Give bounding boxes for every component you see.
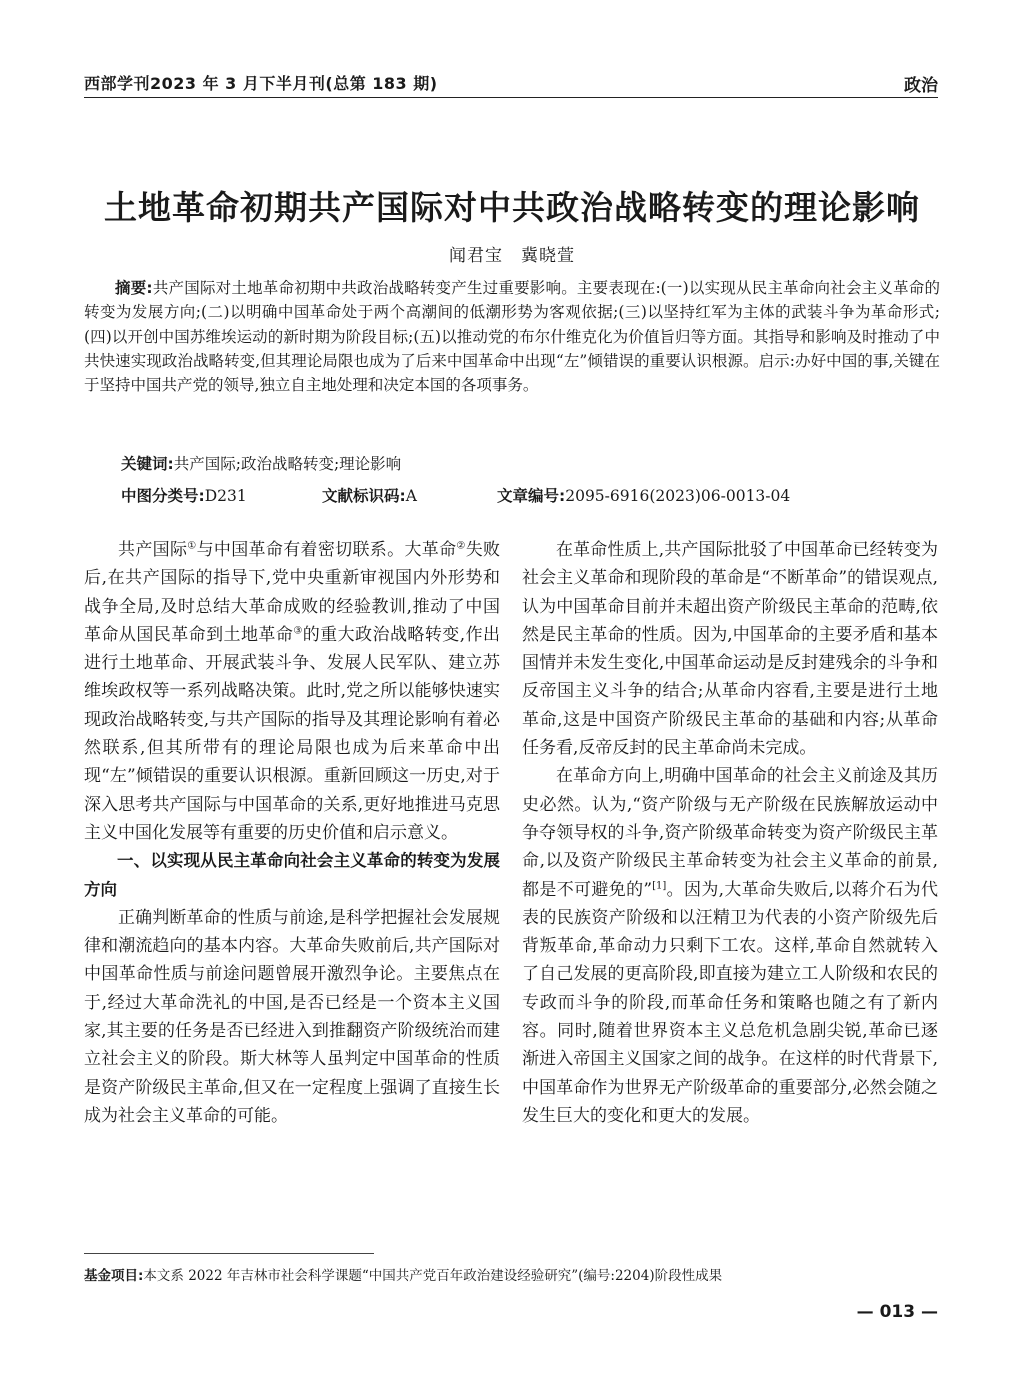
body-paragraph: 在革命性质上,共产国际批驳了中国革命已经转变为社会主义革命和现阶段的革命是“不断革命”的错误观点,认为中国革命目前并未超出资产阶级民主革命的范畴,依然是民主革命的性质。因为,中国革命的主要矛盾和基本国情并未发生变化,中国革命运动是反封建残余的斗争和反帝国主义斗争的结合;从革命内容看,主要是进行土地革命,这是中国资产阶级民主革命的基础和内容;从革命任务看,反帝反封的民主革命尚未完成。 [522, 540, 938, 759]
classification-number: 中图分类号:D231 [121, 487, 247, 505]
left-column [84, 536, 500, 1130]
keywords: 关键词:共产国际;政治战略转变;理论影响 [121, 455, 402, 473]
body-paragraph: 在革命方向上,明确中国革命的社会主义前途及其历史必然。认为,“资产阶级与无产阶级在民族解放运动中争夺领导权的斗争,资产阶级革命转变为资产阶级民主革命,以及资产阶级民主革命转变为社会主义革命的前景,都是不可避免的”[1]。因为,大革命失败后,以蒋介石为代表的民族资产阶级和以汪精卫为代表的小资产阶级先后背叛革命,革命动力只剩下工农。这样,革命自然就转入了自己发展的更高阶段,即直接为建立工人阶级和农民的专政而斗争的阶段,而革命任务和策略也随之有了新内容。同时,随着世界资本主义总危机急剧尖锐,革命已逐渐进入帝国主义国家之间的战争。在这样的时代背景下,中国革命作为世界无产阶级革命的重要部分,必然会随之发生巨大的变化和更大的发展。 [522, 766, 938, 1126]
citation-ref-1: [1] [652, 879, 667, 891]
abstract-text: 共产国际对土地革命初期中共政治战略转变产生过重要影响。主要表现在:(一)以实现从民主革命向社会主义革命的转变为发展方向;(二)以明确中国革命处于两个高潮间的低潮形势为客观依据;(三)以坚持红军为主体的武装斗争为革命形式;(四)以开创中国苏维埃运动的新时期为阶段目标;(五)以推动党的布尔什维克化为价值旨归等方面。其指导和影响及时推动了中共快速实现政治战略转变,但其理论局限也成为了后来中国革命中出现“左”倾错误的重要认识根源。启示:办好中国的事,关键在于坚持中国共产党的领导,独立自主地处理和决定本国的各项事务。 [84, 279, 940, 395]
abstract: 摘要:共产国际对土地革命初期中共政治战略转变产生过重要影响。主要表现在:(一)以实现从民主革命向社会主义革命的转变为发展方向;(二)以明确中国革命处于两个高潮间的低潮形势为客观依据;(三)以坚持红军为主体的武装斗争为革命形式;(四)以开创中国苏维埃运动的新时期为阶段目标;(五)以推动党的布尔什维克化为价值旨归等方面。其指导和影响及时推动了中共快速实现政治战略转变,但其理论局限也成为了后来中国革命中出现“左”倾错误的重要认识根源。启示:办好中国的事,关键在于坚持中国共产党的领导,独立自主地处理和决定本国的各项事务。 [84, 279, 940, 395]
section-label: 政治 [904, 76, 938, 96]
section-heading-1: 一、以实现从民主革命向社会主义革命的转变为发展方向 [84, 851, 500, 899]
intro-paragraph: 共产国际①与中国革命有着密切联系。大革命②失败后,在共产国际的指导下,党中央重新审视国内外形势和战争全局,及时总结大革命成败的经验教训,推动了中国革命从国民革命到土地革命③的重大政治战略转变,作出进行土地革命、开展武装斗争、发展人民军队、建立苏维埃政权等一系列战略决策。此时,党之所以能够快速实现政治战略转变,与共产国际的指导及其理论影响有着必然联系,但其所带有的理论局限也成为后来革命中出现“左”倾错误的重要认识根源。重新回顾这一历史,对于深入思考共产国际与中国革命的关系,更好地推进马克思主义中国化发展等有重要的历史价值和启示意义。 [84, 540, 501, 843]
funding-footnote: 基金项目:本文系 2022 年吉林市社会科学课题“中国共产党百年政治建设经验研究”(编号:2204)阶段性成果 [84, 1268, 723, 1284]
right-column [522, 536, 938, 1130]
keywords-label: 关键词 [121, 455, 168, 473]
footnote-ref-1: ① [187, 540, 197, 552]
paper-title: 土地革命初期共产国际对中共政治战略转变的理论影响 [104, 188, 920, 228]
journal-header: 西部学刊2023 年 3 月下半月刊(总第 183 期) [84, 74, 438, 93]
document-code: 文献标识码:A [322, 487, 417, 505]
body-paragraph: 正确判断革命的性质与前途,是科学把握社会发展规律和潮流趋向的基本内容。大革命失败前后,共产国际对中国革命性质与前途问题曾展开激烈争论。主要焦点在于,经过大革命洗礼的中国,是否已经是一个资本主义国家,其主要的任务是否已经进入到推翻资产阶级统治而建立社会主义的阶段。斯大林等人虽判定中国革命的性质是资产阶级民主革命,但又在一定程度上强调了直接生长成为社会主义革命的可能。 [84, 907, 500, 1126]
keywords-text: 共产国际;政治战略转变;理论影响 [173, 455, 402, 473]
authors: 闻君宝 冀晓萱 [449, 246, 575, 266]
page-number: — 013 — [856, 1302, 938, 1322]
footnote-ref-3: ③ [293, 625, 303, 637]
abstract-label: 摘要 [115, 279, 147, 297]
header-divider [84, 97, 938, 98]
footnote-ref-2: ② [456, 540, 466, 552]
article-number: 文章编号:2095-6916(2023)06-0013-04 [497, 487, 791, 505]
footnote-divider [84, 1253, 374, 1254]
